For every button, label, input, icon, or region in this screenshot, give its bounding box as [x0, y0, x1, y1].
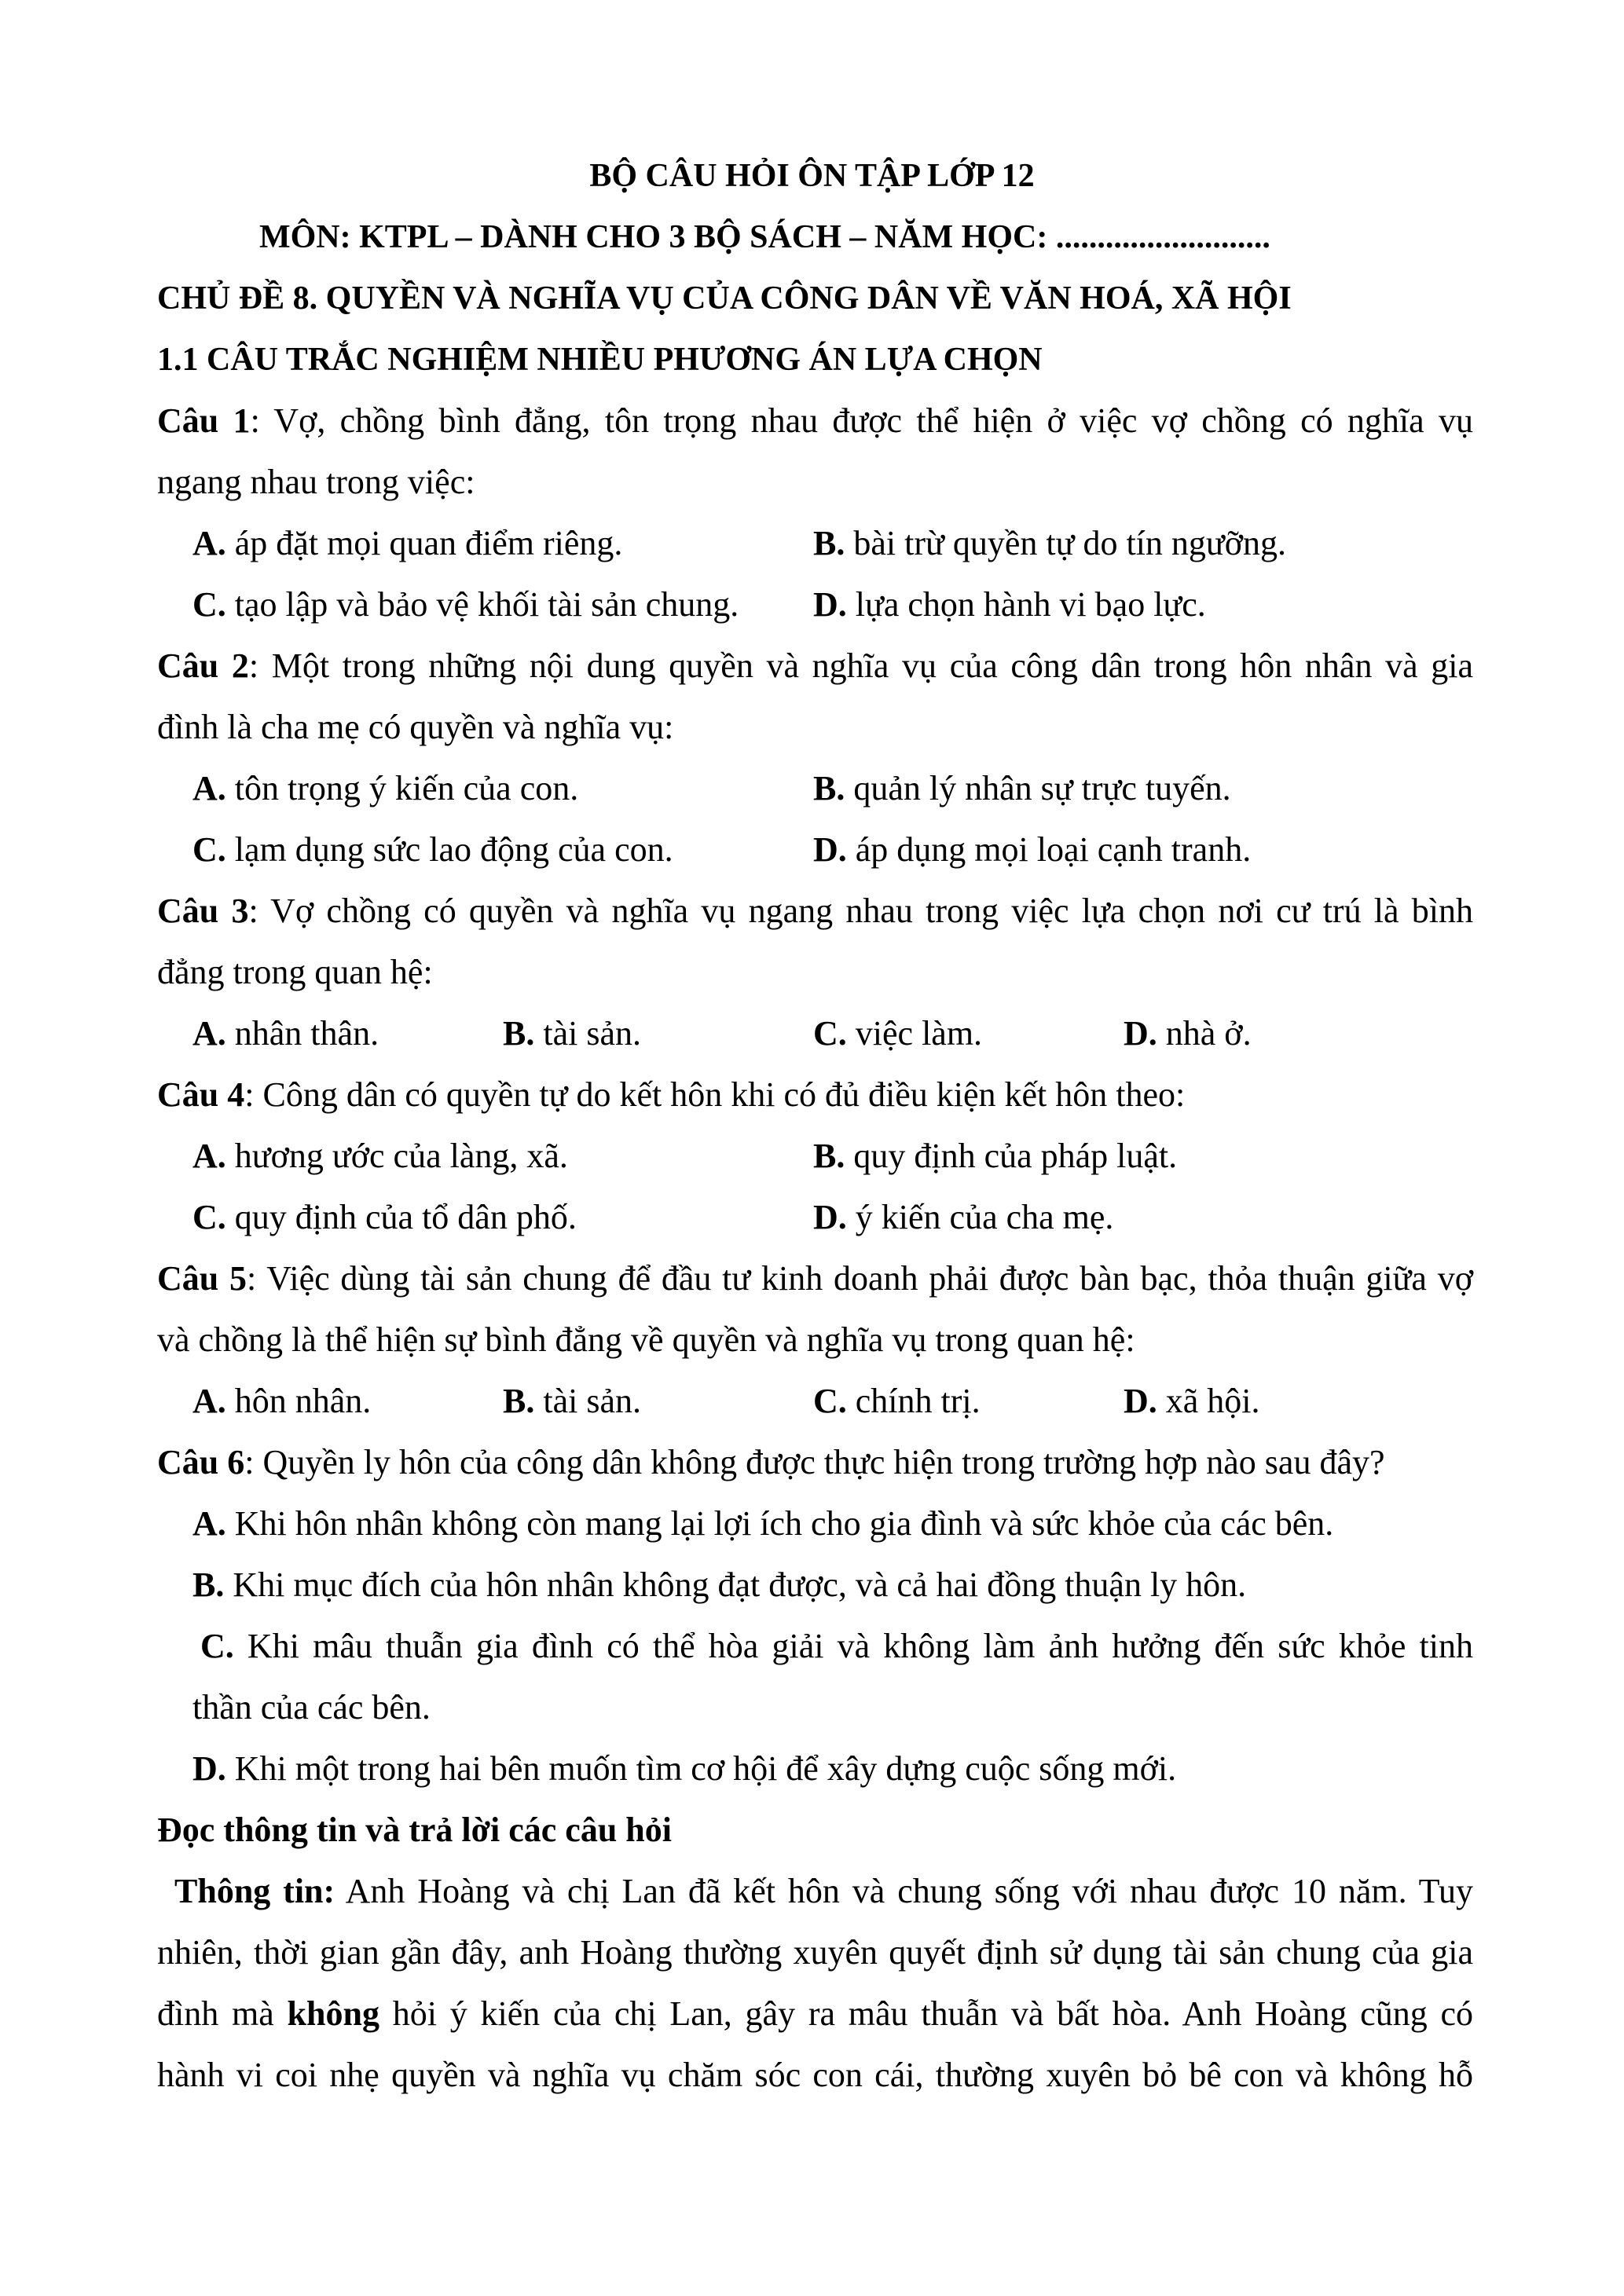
- question-2-option-c: C. lạm dụng sức lao động của con.: [192, 830, 673, 869]
- question-5-option-b: B. tài sản.: [503, 1382, 641, 1420]
- question-3-option-d: D. nhà ở.: [1124, 1014, 1252, 1053]
- question-1-option-c: C. tạo lập và bảo vệ khối tài sản chung.: [192, 585, 739, 624]
- question-label: Câu 3: [157, 892, 249, 930]
- reading-heading: Đọc thông tin và trả lời các câu hỏi: [157, 1811, 672, 1849]
- question-4-line-1: [157, 1073, 1185, 1117]
- question-text: : Quyền ly hôn của công dân không được thực hiện trong trường hợp nào sau đây?: [244, 1443, 1385, 1481]
- question-6-option-c: C. Khi mâu thuẫn gia đình có thể hòa giải và không làm ảnh hưởng đến sức khỏe tinh: [200, 1627, 1473, 1665]
- question-2-line-1: [157, 644, 1473, 688]
- question-1-option-d: D. lựa chọn hành vi bạo lực.: [813, 585, 1206, 624]
- question-5-line-1: [157, 1257, 1473, 1301]
- question-label: Câu 1: [157, 401, 251, 440]
- question-4-option-b: B. quy định của pháp luật.: [813, 1137, 1178, 1175]
- question-5-line-2: và chồng là thể hiện sự bình đẳng về quyền và nghĩa vụ trong quan hệ:: [157, 1320, 1135, 1359]
- reading-paragraph-line-2: nhiên, thời gian gần đây, anh Hoàng thường xuyên quyết định sử dụng tài sản chung của gia: [157, 1933, 1473, 1972]
- document-title: BỘ CÂU HỎI ÔN TẬP LỚP 12: [589, 158, 1035, 194]
- question-6-line-1: [157, 1441, 1385, 1485]
- question-text: : Việc dùng tài sản chung để đầu tư kinh doanh phải được bàn bạc, thỏa thuận giữa vợ: [247, 1259, 1473, 1298]
- question-3-line-1: [157, 889, 1473, 933]
- question-text: : Vợ chồng có quyền và nghĩa vụ ngang nhau trong việc lựa chọn nơi cư trú là bình: [248, 892, 1474, 930]
- topic-heading: CHỦ ĐỀ 8. QUYỀN VÀ NGHĨA VỤ CỦA CÔNG DÂN VỀ VĂN HOÁ, XÃ HỘI: [157, 280, 1292, 317]
- question-text: : Một trong những nội dung quyền và nghĩa vụ của công dân trong hôn nhân và gia: [248, 646, 1474, 685]
- question-2-option-a: A. tôn trọng ý kiến của con.: [192, 769, 579, 807]
- question-1-line-2: ngang nhau trong việc:: [157, 463, 475, 501]
- question-2-option-b: B. quản lý nhân sự trực tuyến.: [813, 769, 1231, 807]
- question-2-line-2: đình là cha mẹ có quyền và nghĩa vụ:: [157, 708, 674, 746]
- question-1-line-1: [157, 399, 1473, 443]
- reading-paragraph-line-3: đình mà không hỏi ý kiến của chị Lan, gây ra mâu thuẫn và bất hòa. Anh Hoàng cũng có: [157, 1994, 1473, 2033]
- question-1-option-b: B. bài trừ quyền tự do tín ngưỡng.: [813, 524, 1287, 562]
- reading-paragraph-line-1: Thông tin: Anh Hoàng và chị Lan đã kết hôn và chung sống với nhau được 10 năm. Tuy: [174, 1872, 1474, 1910]
- question-3-option-c: C. việc làm.: [813, 1014, 983, 1053]
- question-3-option-b: B. tài sản.: [503, 1014, 641, 1053]
- question-label: Câu 2: [157, 646, 249, 685]
- question-5-option-d: D. xã hội.: [1124, 1382, 1260, 1420]
- question-6-option-d: D. Khi một trong hai bên muốn tìm cơ hội để xây dựng cuộc sống mới.: [192, 1749, 1177, 1788]
- info-label: Thông tin:: [174, 1872, 335, 1910]
- question-5-option-a: A. hôn nhân.: [192, 1382, 372, 1420]
- question-3-option-a: A. nhân thân.: [192, 1014, 379, 1053]
- question-2-option-d: D. áp dụng mọi loại cạnh tranh.: [813, 830, 1252, 869]
- question-text: : Vợ, chồng bình đẳng, tôn trọng nhau được thể hiện ở việc vợ chồng có nghĩa vụ: [250, 401, 1474, 440]
- section-heading: 1.1 CÂU TRẮC NGHIỆM NHIỀU PHƯƠNG ÁN LỰA CHỌN: [157, 342, 1043, 378]
- question-4-option-a: A. hương ước của làng, xã.: [192, 1137, 568, 1175]
- document-subtitle: MÔN: KTPL – DÀNH CHO 3 BỘ SÁCH – NĂM HỌC: ..........................: [259, 219, 1270, 255]
- question-4-option-c: C. quy định của tổ dân phố.: [192, 1198, 577, 1236]
- question-3-line-2: đẳng trong quan hệ:: [157, 953, 433, 991]
- reading-paragraph-line-4: hành vi coi nhẹ quyền và nghĩa vụ chăm sóc con cái, thường xuyên bỏ bê con và không hỗ: [157, 2056, 1473, 2094]
- question-label: Câu 6: [157, 1443, 245, 1481]
- question-6-option-b: B. Khi mục đích của hôn nhân không đạt được, và cả hai đồng thuận ly hôn.: [192, 1565, 1247, 1604]
- question-6-option-a: A. Khi hôn nhân không còn mang lại lợi ích cho gia đình và sức khỏe của các bên.: [192, 1504, 1334, 1543]
- question-6-option-c-continued: thần của các bên.: [192, 1688, 431, 1727]
- question-4-option-d: D. ý kiến của cha mẹ.: [813, 1198, 1114, 1236]
- emphasis-word: không: [287, 1994, 379, 2033]
- question-5-option-c: C. chính trị.: [813, 1382, 981, 1420]
- question-text: : Công dân có quyền tự do kết hôn khi có đủ điều kiện kết hôn theo:: [244, 1075, 1186, 1114]
- question-label: Câu 4: [157, 1075, 245, 1114]
- question-label: Câu 5: [157, 1259, 247, 1298]
- question-1-option-a: A. áp đặt mọi quan điểm riêng.: [192, 524, 623, 562]
